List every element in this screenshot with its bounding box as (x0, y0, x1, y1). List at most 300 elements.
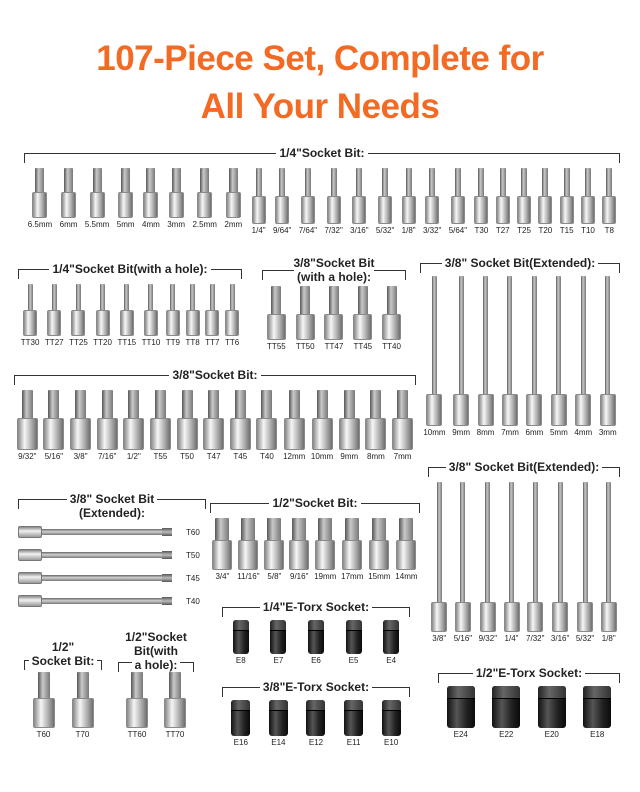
tamper-bit-size-label: TT50 (295, 342, 315, 351)
etorx-socket-item (583, 686, 611, 740)
socket-bit-socket-body (118, 192, 133, 218)
socket-bit-shaft (356, 168, 362, 196)
etorx-size-label: E7 (273, 656, 284, 665)
socket-bit-size-label: 2.5mm (192, 220, 217, 229)
socket-bit-socket-body (352, 196, 366, 224)
etorx-socket-item (538, 686, 566, 740)
tamper-bit-shaft (52, 284, 57, 310)
extended-shaft (42, 598, 162, 604)
socket-bit-size-label: 10mm (310, 452, 334, 461)
etorx-size-label: E14 (271, 738, 286, 747)
extended-bit-item (526, 482, 544, 644)
socket-bit-socket-body (275, 196, 289, 224)
socket-bit-socket-body (369, 540, 389, 570)
tamper-bit-item (117, 284, 136, 348)
tamper-bit-size-label: TT9 (165, 338, 181, 347)
socket-bit-shaft (208, 390, 219, 418)
socket-bit-item (517, 168, 531, 236)
extended-bit-item (526, 276, 544, 438)
extended-bit-size-label: 5/32" (575, 634, 595, 643)
tamper-bit-socket-body (296, 314, 315, 340)
tamper-bit-size-label: TT70 (165, 730, 185, 739)
socket-bit-shaft (155, 390, 166, 418)
etorx-size-label: E4 (386, 656, 397, 665)
socket-bit-shaft (292, 518, 306, 540)
extended-bit-shaft (459, 276, 464, 394)
section-title: 1/4"Socket Bit: (24, 146, 620, 160)
etorx-socket-item (492, 686, 520, 740)
etorx-sockets-group (222, 620, 410, 666)
socket-bit-size-label: T40 (260, 452, 274, 461)
section-title: 1/4"Socket Bit(with a hole): (18, 262, 242, 276)
etorx-socket-item (344, 700, 363, 748)
socket-bit-socket-body (238, 540, 258, 570)
socket-bit-socket-body (315, 540, 335, 570)
socket-bit-socket-body (90, 192, 105, 218)
extended-bit-socket-body (527, 602, 543, 632)
etorx-size-label: E10 (384, 738, 399, 747)
etorx-sockets-group (438, 686, 620, 740)
extended-bit-item (479, 482, 497, 644)
torx-bit-size-label: T70 (75, 730, 90, 739)
extended-bit-shaft (437, 482, 442, 602)
etorx-sockets-group (222, 700, 410, 748)
socket-bits-group (210, 518, 420, 582)
extended-bit-shaft (581, 276, 586, 394)
socket-bit-size-label: 2mm (224, 220, 243, 229)
extended-bit-shaft (432, 276, 437, 394)
tamper-bit-item (324, 286, 343, 352)
socket-bit-socket-body (169, 192, 184, 218)
socket-bit-shaft (305, 168, 311, 196)
section-title: 3/8"E-Torx Socket: (222, 680, 410, 694)
tamper-bit-item (164, 672, 186, 740)
socket-bit-shaft (606, 168, 612, 196)
socket-bit-size-label: T8 (604, 226, 614, 235)
socket-bit-item (392, 390, 413, 462)
extended-bit-item (576, 482, 594, 644)
extended-bit-size-label: 8mm (476, 428, 495, 437)
tamper-bits-group (18, 284, 242, 348)
extended-bit-size-label: 7mm (501, 428, 519, 437)
socket-bit-size-label: 1/8" (401, 226, 416, 235)
extended-bit-size-label: 6mm (525, 428, 544, 437)
tamper-bit-shaft (28, 284, 33, 310)
extended-bit-shaft (606, 482, 611, 602)
socket-bit-shaft (256, 168, 262, 196)
tamper-bit-socket-body (225, 310, 239, 336)
extended-bit-shaft (509, 482, 514, 602)
socket-bit-size-label: 5/32" (375, 226, 395, 235)
extended-bit-shaft (558, 482, 563, 602)
extended-bit-item (599, 276, 617, 438)
torx-tip (162, 528, 172, 536)
socket-bit-socket-body (203, 418, 224, 450)
socket-bit-size-label: 1/4" (251, 226, 266, 235)
tamper-bit-size-label: TT8 (185, 338, 200, 347)
socket-bit-size-label: T30 (474, 226, 489, 235)
socket-bit-size-label: T10 (581, 226, 595, 235)
section-title: 1/2"Socket Bit: (210, 496, 420, 510)
section-quarter-inch-etorx (222, 600, 410, 676)
socket-bit-size-label: T25 (517, 226, 531, 235)
tamper-bit-size-label: TT25 (69, 338, 88, 347)
tamper-bit-size-label: TT27 (44, 338, 64, 347)
section-three-eighths-extended-metric (420, 256, 620, 452)
extended-bit-item (574, 276, 592, 438)
tamper-bit-item (21, 284, 40, 348)
socket-bit-item (28, 168, 52, 230)
extended-bit-item (454, 482, 472, 644)
extended-bit-socket-body (526, 394, 542, 426)
etorx-size-label: E5 (348, 656, 359, 665)
extended-shaft (42, 529, 162, 535)
tamper-bit-item (93, 284, 112, 348)
section-title: 3/8" Socket Bit(Extended): (420, 256, 620, 270)
socket-bit-shaft (235, 390, 246, 418)
extended-bit-shaft (556, 276, 561, 394)
socket-bit-item (350, 168, 368, 236)
extended-bit-size-label: 1/8" (601, 634, 616, 643)
socket-bit-socket-body (197, 192, 212, 218)
extended-bit-size-label: 5mm (549, 428, 568, 437)
socket-bit-item (60, 168, 78, 230)
socket-bit-item (117, 168, 135, 230)
socket-bit-size-label: T50 (180, 452, 194, 461)
tamper-bit-size-label: TT45 (353, 342, 373, 351)
extended-bits-group (428, 482, 620, 644)
extended-torx-item (18, 526, 200, 538)
socket-bit-socket-body (70, 418, 91, 450)
socket-bit-size-label: T27 (495, 226, 510, 235)
tamper-bit-item (69, 284, 88, 348)
extended-bit-item (601, 482, 617, 644)
extended-socket-body (18, 572, 42, 584)
section-three-eighths-tamper-bits (262, 256, 406, 362)
socket-bit-size-label: 9/64" (272, 226, 292, 235)
section-quarter-inch-socket-bits (24, 146, 620, 250)
etorx-size-label: E11 (346, 738, 361, 747)
socket-bit-socket-body (581, 196, 595, 224)
etorx-socket-item (447, 686, 475, 740)
socket-bit-item (496, 168, 510, 236)
socket-bit-size-label: 5/8" (267, 572, 282, 581)
tamper-bit-socket-body (382, 314, 401, 340)
section-half-inch-etorx (438, 666, 620, 756)
socket-bit-size-label: 7/32" (324, 226, 343, 235)
socket-bit-socket-body (32, 192, 47, 218)
socket-bit-socket-body (402, 196, 416, 224)
socket-bit-item (230, 390, 251, 462)
etorx-size-label: E16 (233, 738, 248, 747)
socket-bit-socket-body (538, 196, 552, 224)
socket-bit-socket-body (339, 418, 360, 450)
socket-bit-item (311, 390, 333, 462)
impact-socket-body (382, 700, 401, 736)
tamper-bit-item (205, 284, 219, 348)
torx-bit-socket-body (72, 698, 94, 728)
tamper-bit-socket-body (96, 310, 110, 336)
extended-bit-shaft (507, 276, 512, 394)
socket-bit-item (560, 168, 574, 236)
socket-bit-item (85, 168, 109, 230)
extended-socket-body (18, 526, 42, 538)
socket-bit-item (474, 168, 488, 236)
tamper-bit-shaft (76, 284, 81, 310)
extended-bit-size-label: 3mm (598, 428, 617, 437)
socket-bit-shaft (35, 168, 44, 192)
socket-bit-socket-body (264, 540, 284, 570)
socket-bit-item (167, 168, 185, 230)
socket-bit-item (97, 390, 118, 462)
socket-bit-shaft (22, 390, 33, 418)
tamper-bit-size-label: TT7 (205, 338, 220, 347)
socket-bit-shaft (478, 168, 484, 196)
socket-bit-shaft (64, 168, 73, 192)
section-title: 3/8"Socket Bit (with a hole): (262, 256, 406, 284)
extended-bit-size-label: 4mm (574, 428, 593, 437)
socket-bit-shaft (399, 518, 413, 540)
extended-bit-item (551, 482, 569, 644)
socket-bit-shaft (128, 390, 139, 418)
socket-bit-socket-body (177, 418, 198, 450)
tamper-bit-shaft (148, 284, 153, 310)
extended-bit-socket-body (426, 394, 442, 426)
extended-bits-group (420, 276, 620, 438)
socket-bit-shaft (564, 168, 570, 196)
extended-bit-socket-body (577, 602, 593, 632)
tamper-bit-item (267, 286, 286, 352)
socket-bit-shaft (48, 390, 59, 418)
tamper-bit-shaft (100, 284, 105, 310)
socket-bit-socket-body (365, 418, 386, 450)
socket-bit-shaft (318, 518, 332, 540)
socket-bit-size-label: 5/64" (448, 226, 468, 235)
tamper-bit-size-label: TT15 (117, 338, 137, 347)
socket-bit-size-label: 9mm (340, 452, 359, 461)
etorx-socket-item (233, 620, 249, 666)
tamper-bit-item (296, 286, 315, 352)
etorx-size-label: E12 (308, 738, 324, 747)
socket-bit-socket-body (226, 192, 241, 218)
extended-size-label: T40 (186, 596, 200, 606)
torx-bit-socket-body (33, 698, 55, 728)
tamper-bit-shaft (300, 286, 310, 314)
socket-bit-size-label: 5/16" (44, 452, 64, 461)
section-title: 1/4"E-Torx Socket: (222, 600, 410, 614)
socket-bit-size-label: 6mm (59, 220, 78, 229)
section-three-eighths-extended-sae (428, 460, 620, 654)
impact-socket-body (383, 620, 399, 654)
tamper-bit-shaft (170, 284, 175, 310)
socket-bit-item (192, 168, 216, 230)
socket-bit-item (237, 518, 259, 582)
impact-socket-body (233, 620, 249, 654)
socket-bit-size-label: T45 (233, 452, 248, 461)
tamper-bit-size-label: TT47 (324, 342, 344, 351)
torx-bit-item (72, 672, 94, 740)
tamper-bit-size-label: TT55 (267, 342, 286, 351)
etorx-socket-item (306, 700, 325, 748)
socket-bit-shaft (344, 390, 355, 418)
socket-bit-item (376, 168, 394, 236)
extended-bit-shaft (483, 276, 488, 394)
tamper-bit-shaft (210, 284, 215, 310)
section-title: 1/2" Socket Bit: (24, 640, 102, 668)
socket-bit-socket-body (43, 418, 64, 450)
tamper-bit-shaft (358, 286, 368, 314)
socket-bit-shaft (289, 390, 300, 418)
extended-shaft (42, 575, 162, 581)
torx-bit-shaft (38, 672, 50, 698)
socket-bit-item (314, 518, 336, 582)
torx-bits-group (24, 672, 102, 740)
etorx-size-label: E6 (311, 656, 321, 665)
socket-bit-socket-body (451, 196, 465, 224)
socket-bit-shaft (521, 168, 527, 196)
socket-bit-socket-body (289, 540, 309, 570)
tamper-bit-shaft (124, 284, 129, 310)
socket-bit-item (43, 390, 64, 462)
extended-bit-item (550, 276, 568, 438)
socket-bit-size-label: 7/16" (97, 452, 117, 461)
socket-bit-size-label: 17mm (341, 572, 364, 581)
socket-bit-item (150, 390, 171, 462)
extended-bit-size-label: 3/8" (432, 634, 447, 643)
section-title: 1/2"E-Torx Socket: (438, 666, 620, 680)
socket-bit-size-label: 19mm (314, 572, 337, 581)
socket-bit-socket-body (425, 196, 439, 224)
etorx-socket-item (383, 620, 399, 666)
socket-bit-item (123, 390, 144, 462)
etorx-socket-item (382, 700, 401, 748)
socket-bit-shaft (382, 168, 388, 196)
socket-bit-shaft (121, 168, 130, 192)
socket-bit-socket-body (143, 192, 158, 218)
tamper-bit-shaft (169, 672, 181, 698)
etorx-socket-item (308, 620, 324, 666)
section-quarter-inch-tamper-bits (18, 262, 242, 362)
impact-socket-body (447, 686, 475, 728)
extended-shaft (42, 552, 162, 558)
impact-socket-body (346, 620, 362, 654)
tamper-bits-group (262, 286, 406, 352)
extended-bit-item (423, 276, 445, 438)
tamper-bit-socket-body (144, 310, 158, 336)
socket-bit-shaft (93, 168, 102, 192)
socket-bit-shaft (182, 390, 193, 418)
etorx-size-label: E18 (590, 730, 605, 739)
extended-bit-socket-body (575, 394, 591, 426)
socket-bit-size-label: T20 (538, 226, 553, 235)
tamper-bit-size-label: TT40 (382, 342, 401, 351)
socket-bit-item (70, 390, 91, 462)
socket-bit-size-label: 1/2" (126, 452, 141, 461)
socket-bit-socket-body (17, 418, 38, 450)
socket-bit-item (177, 390, 198, 462)
socket-bit-size-label: 4mm (142, 220, 160, 229)
tamper-bit-size-label: TT30 (20, 338, 40, 347)
tamper-bit-item (45, 284, 64, 348)
socket-bit-item (368, 518, 390, 582)
socket-bit-shaft (172, 168, 181, 192)
headline-line2: All Your Needs (200, 87, 440, 126)
impact-socket-body (306, 700, 325, 736)
extended-bit-shaft (583, 482, 588, 602)
socket-bit-item (538, 168, 552, 236)
extended-size-label: T50 (186, 550, 200, 560)
extended-bit-size-label: 5/16" (453, 634, 473, 643)
socket-bit-shaft (500, 168, 506, 196)
tamper-bit-shaft (190, 284, 195, 310)
socket-bit-shaft (279, 168, 285, 196)
etorx-size-label: E20 (544, 730, 559, 739)
tamper-bit-socket-body (267, 314, 286, 340)
tamper-bit-socket-body (324, 314, 343, 340)
impact-socket-body (583, 686, 611, 728)
extended-socket-body (18, 549, 42, 561)
extended-bit-socket-body (504, 602, 520, 632)
etorx-socket-item (270, 620, 286, 666)
socket-bit-item (365, 390, 386, 462)
socket-bit-item (17, 390, 38, 462)
socket-bit-shaft (261, 390, 272, 418)
extended-bit-size-label: 9mm (452, 428, 470, 437)
socket-bit-socket-body (212, 540, 232, 570)
socket-bit-socket-body (342, 540, 362, 570)
tamper-bit-socket-body (126, 698, 148, 728)
socket-bit-shaft (241, 518, 255, 540)
tamper-bit-size-label: TT6 (224, 338, 240, 347)
socket-bit-size-label: 3/16" (350, 226, 369, 235)
socket-bit-shaft (429, 168, 435, 196)
socket-bit-shaft (229, 168, 238, 192)
tamper-bit-socket-body (353, 314, 372, 340)
socket-bit-socket-body (230, 418, 251, 450)
socket-bit-size-label: 9/32" (18, 452, 37, 461)
extended-torx-item (18, 549, 200, 561)
tamper-bit-shaft (131, 672, 143, 698)
socket-bit-size-label: 7mm (393, 452, 412, 461)
socket-bit-shaft (146, 168, 155, 192)
socket-bit-shaft (345, 518, 359, 540)
socket-bit-socket-body (61, 192, 76, 218)
tamper-bit-shaft (329, 286, 339, 314)
socket-bit-item (339, 390, 360, 462)
socket-bit-size-label: 11/16" (237, 572, 260, 581)
socket-bit-item (142, 168, 160, 230)
extended-bit-item (477, 276, 495, 438)
tamper-bit-socket-body (71, 310, 85, 336)
sae-torx-bits-group (248, 168, 620, 236)
socket-bit-size-label: 9/16" (290, 572, 309, 581)
socket-bit-size-label: 7/64" (298, 226, 318, 235)
socket-bit-shaft (370, 390, 381, 418)
socket-bit-shaft (267, 518, 281, 540)
extended-bit-shaft (485, 482, 490, 602)
socket-bit-socket-body (602, 196, 616, 224)
socket-bit-size-label: T15 (559, 226, 574, 235)
socket-bit-item (224, 168, 242, 230)
tamper-bit-socket-body (164, 698, 186, 728)
extended-bit-item (501, 276, 519, 438)
extended-bit-socket-body (480, 602, 496, 632)
socket-bit-socket-body (123, 418, 144, 450)
tamper-bit-item (142, 284, 161, 348)
socket-bit-item (289, 518, 309, 582)
extended-bit-shaft (533, 482, 538, 602)
socket-bit-size-label: T55 (153, 452, 168, 461)
